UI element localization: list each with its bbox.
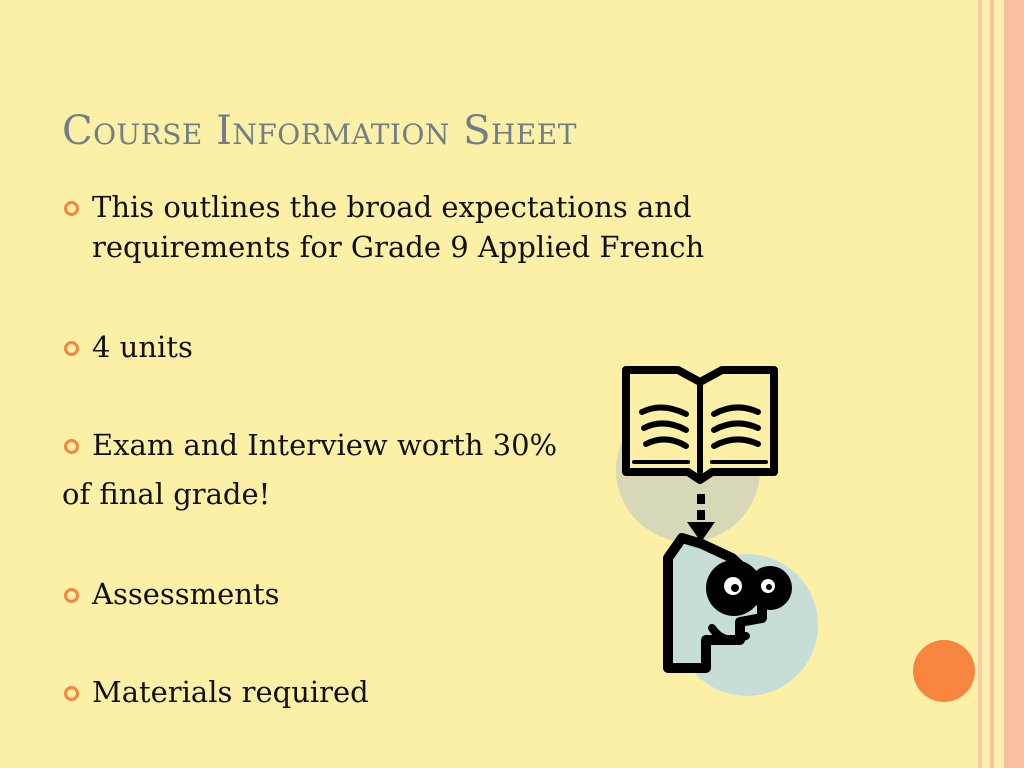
bullet-circle-icon <box>64 686 79 701</box>
continuation-text: of final grade! <box>62 477 271 511</box>
bullet-text: Assessments <box>92 577 280 611</box>
decorative-dot <box>913 640 975 702</box>
bullet-circle-icon <box>64 201 79 216</box>
bullet-circle-icon <box>64 341 79 356</box>
bullet-text: requirements for Grade 9 Applied French <box>92 230 705 264</box>
book-reader-clipart <box>612 362 824 706</box>
bullet-text: This outlines the broad expectations and <box>92 190 692 224</box>
bullet-text: 4 units <box>92 330 193 364</box>
bullet-circle-icon <box>64 439 79 454</box>
bullet-text: Materials required <box>92 675 369 709</box>
bullet-text: Exam and Interview worth 30% <box>92 428 558 462</box>
border-stripe <box>994 0 1004 768</box>
book-icon <box>626 370 774 480</box>
bullet-circle-icon <box>64 588 79 603</box>
border-stripe <box>1004 0 1024 768</box>
slide-title: Course Information Sheet <box>62 108 577 154</box>
border-stripe <box>982 0 990 768</box>
